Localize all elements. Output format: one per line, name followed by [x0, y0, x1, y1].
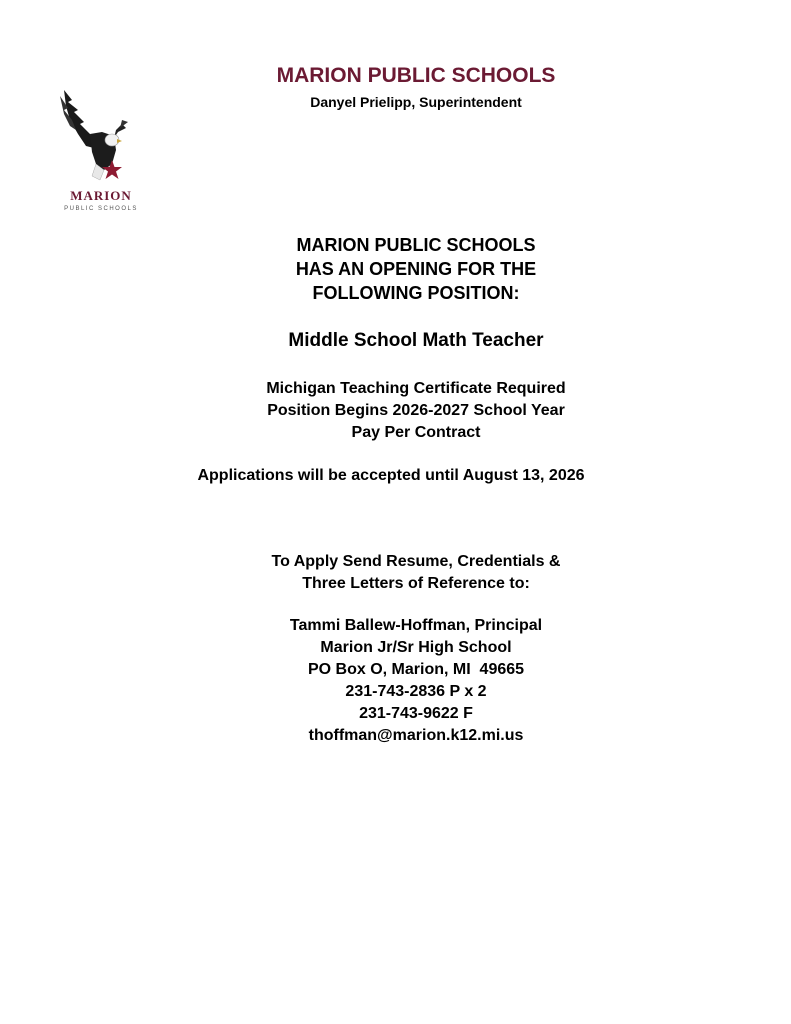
announcement-line: FOLLOWING POSITION: — [312, 283, 520, 303]
contact-block — [0, 615, 791, 747]
position-title: Middle School Math Teacher — [288, 330, 544, 351]
contact-phone: 231-743-2836 P x 2 — [345, 683, 487, 700]
apply-line: Three Letters of Reference to: — [302, 575, 530, 592]
contact-school: Marion Jr/Sr High School — [320, 639, 512, 656]
announcement-line: HAS AN OPENING FOR THE — [295, 259, 537, 279]
logo-subtext: PUBLIC SCHOOLS — [64, 206, 138, 212]
requirement-line: Pay Per Contract — [351, 424, 481, 441]
contact-name: Tammi Ballew-Hoffman, Principal — [289, 617, 543, 634]
page-title: MARION PUBLIC SCHOOLS — [276, 64, 556, 87]
requirement-line: Position Begins 2026-2027 School Year — [267, 402, 565, 419]
contact-address: PO Box O, Marion, MI 49665 — [307, 661, 525, 678]
apply-line: To Apply Send Resume, Credentials & — [271, 553, 561, 570]
requirement-line: Michigan Teaching Certificate Required — [266, 380, 566, 397]
apply-instructions — [0, 551, 791, 595]
logo-name: MARION — [70, 188, 132, 203]
contact-fax: 231-743-9622 F — [359, 705, 473, 722]
announcement-line: MARION PUBLIC SCHOOLS — [296, 235, 536, 255]
superintendent-line: Danyel Prielipp, Superintendent — [310, 94, 522, 110]
announcement-block — [0, 233, 791, 305]
contact-email[interactable]: thoffman@marion.k12.mi.us — [308, 727, 524, 744]
application-deadline: Applications will be accepted until August 13, 2026 — [197, 467, 585, 484]
requirements-block — [0, 378, 791, 444]
